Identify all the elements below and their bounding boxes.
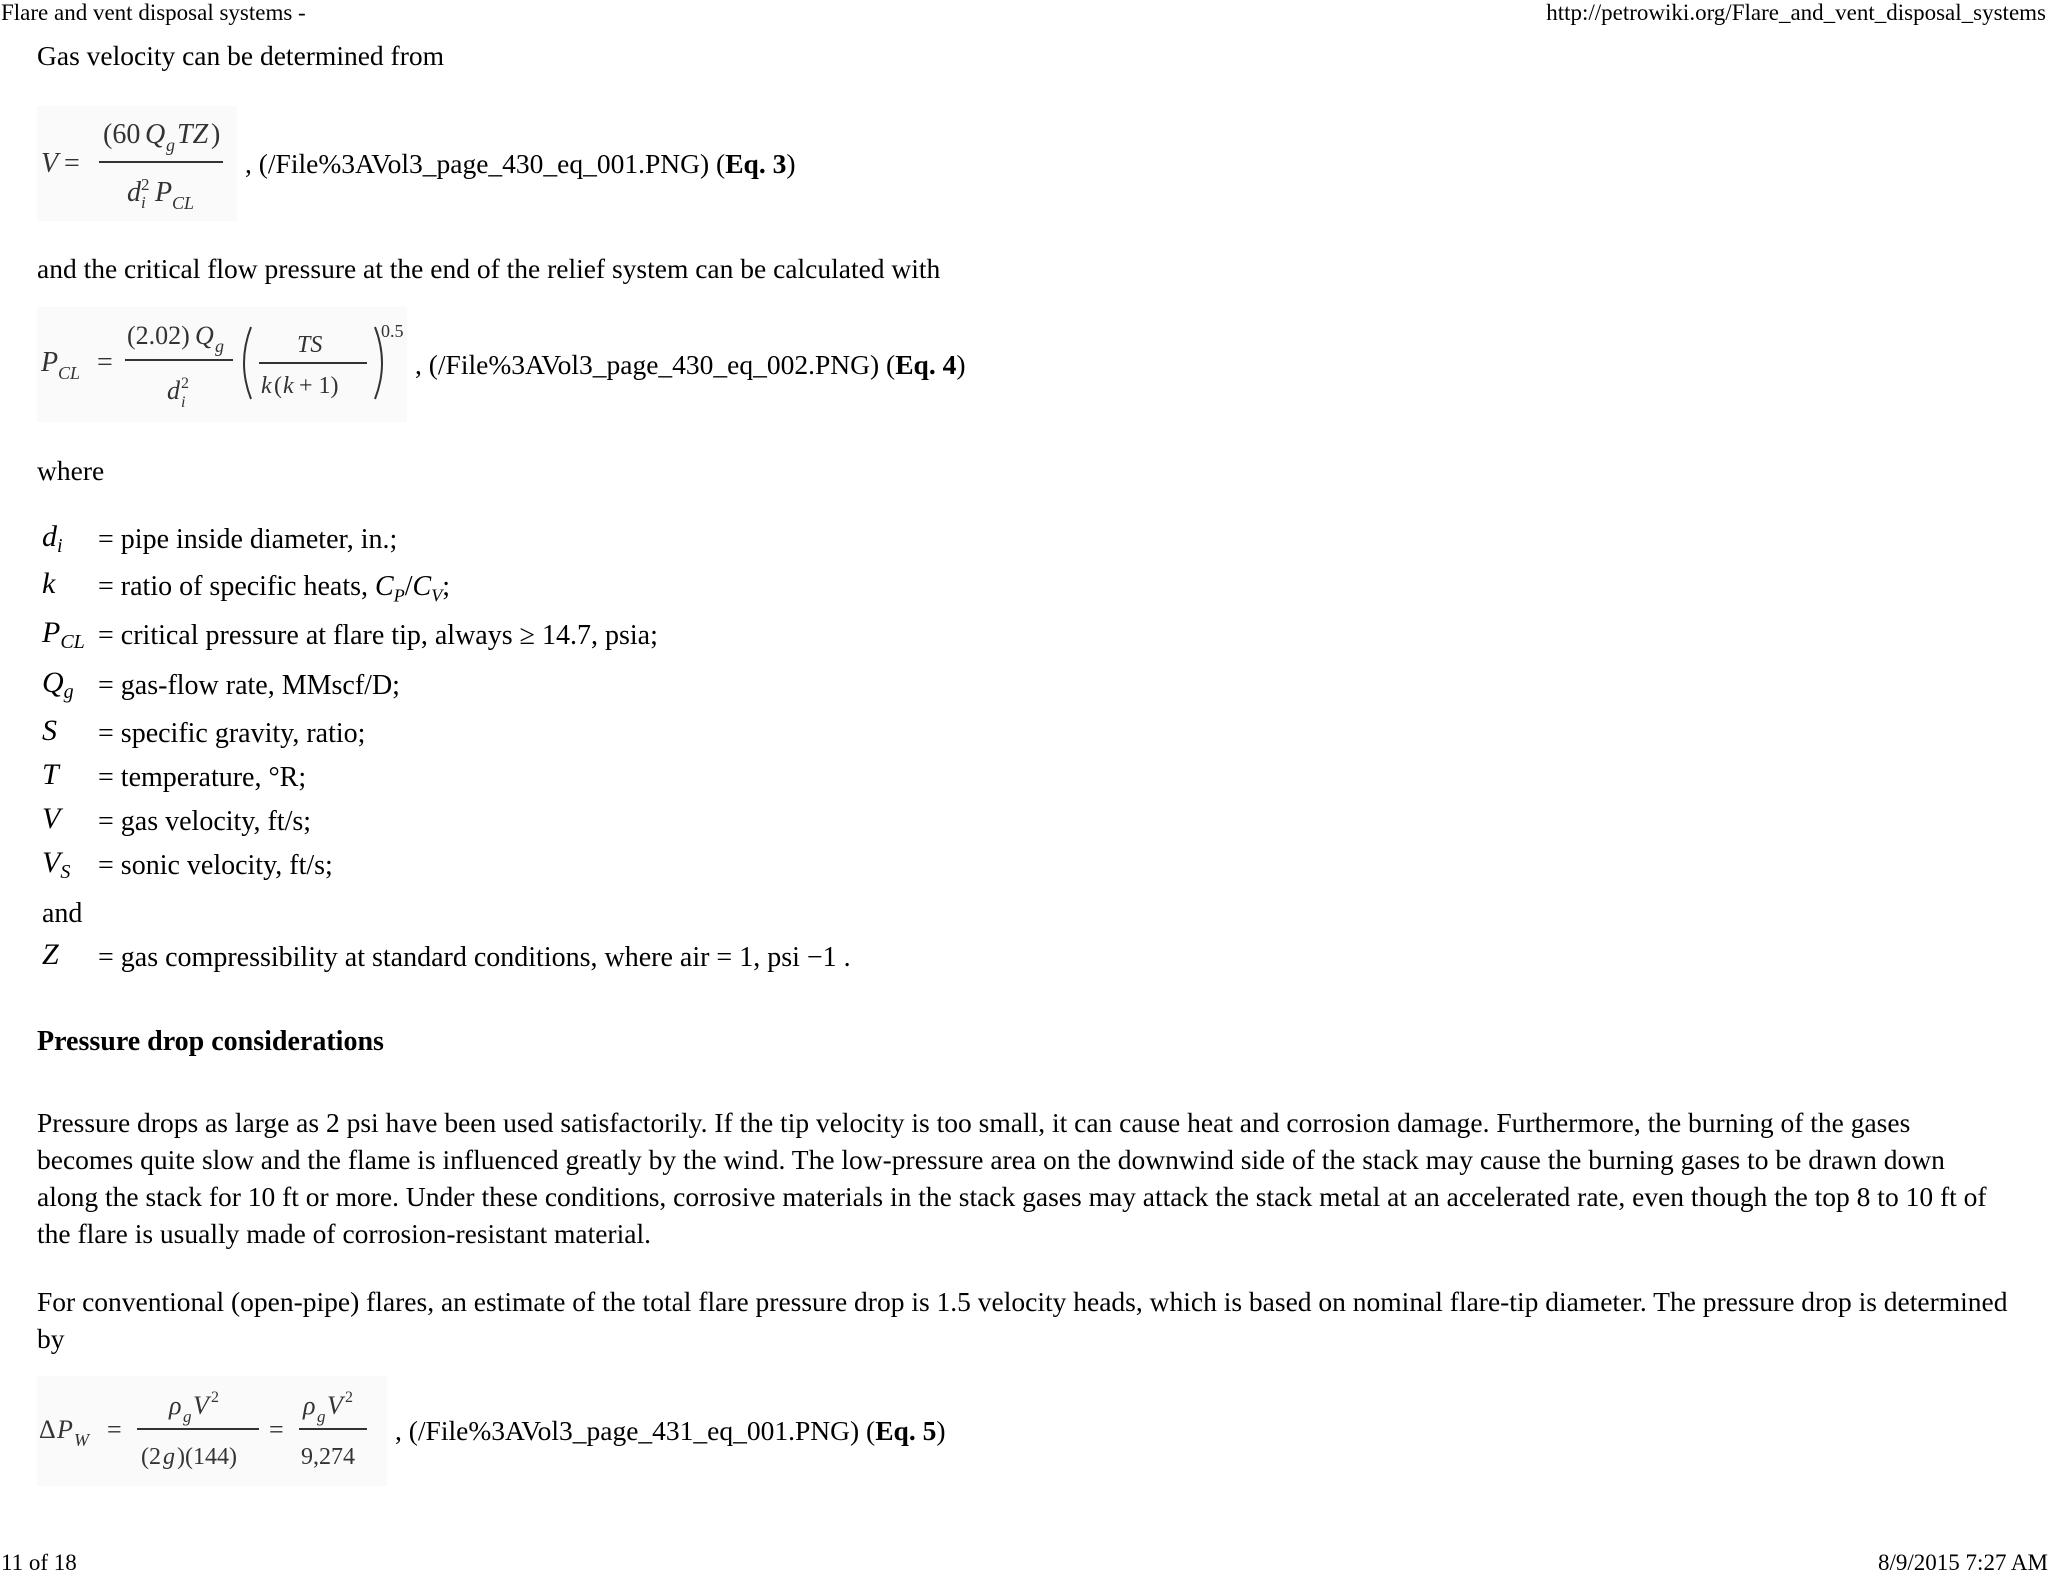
svg-text:CL: CL [58,363,81,383]
svg-text:(2.02): (2.02) [127,321,190,350]
svg-text:g: g [183,1407,192,1426]
svg-text:g: g [166,135,175,155]
svg-text:P: P [57,1415,73,1444]
print-timestamp: 8/9/2015 7:27 AM [1878,1550,2048,1575]
svg-text:+ 1): + 1) [299,373,339,399]
svg-text:g: g [163,1444,175,1470]
svg-text:0.5: 0.5 [381,321,404,341]
svg-text:=: = [97,347,113,378]
paragraph-conventional-flares: For conventional (open-pipe) flares, an estimate of the total flare pressure drop is 1.5 velocity heads, which is based on nominal flare-tip diameter. The pressure drop is determined by [37,1286,2008,1354]
svg-text:=: = [269,1415,284,1444]
svg-text:P: P [155,177,173,208]
definition-symbol: S [42,714,57,747]
definition-text: = sonic velocity, ft/s; [98,850,333,881]
page-header-url[interactable]: http://petrowiki.org/Flare_and_vent_disposal_systems [1546,0,2046,25]
critical-pressure-intro: and the critical flow pressure at the end of the relief system can be calculated with [37,253,941,284]
svg-text:2: 2 [141,175,150,194]
page-header-title: Flare and vent disposal systems - [1,0,306,25]
svg-text:i: i [141,193,146,212]
svg-text:ρ: ρ [169,1391,182,1420]
definition-symbol: T [42,758,59,791]
equation-4-label: Eq. 4 [895,348,957,380]
equation-5-label: Eq. 5 [875,1415,937,1446]
svg-text:g: g [215,336,224,356]
svg-text:(2: (2 [141,1444,161,1470]
equation-3-label: Eq. 3 [725,147,787,179]
svg-text:(60: (60 [103,119,141,150]
definition-text: = temperature, °R; [98,762,307,793]
svg-text:TZ: TZ [177,119,209,150]
definition-text: = gas velocity, ft/s; [98,806,312,837]
paragraph-pressure-drops: Pressure drops as large as 2 psi have been used satisfactorily. If the tip velocity is too small, it can cause heat and corrosion damage. Furthermore, the burning of the gases becomes quite slow and the flame is influenced greatly by the wind. The low-pressure area on the downwind side of the stack may cause the burning gases to be drawn down along the stack for 10 ft or more. Under these conditions, corrosive materials in the stack gases may attack the stack metal at an accelerated rate, even though the top 8 to 10 ft of the flare is usually made of corrosion-resistant material. [37,1107,1987,1249]
svg-text:d: d [167,376,180,405]
svg-text:i: i [181,394,186,411]
svg-text:V: V [193,1391,209,1420]
equation-3-image [37,106,237,221]
svg-text:(: ( [274,373,282,399]
svg-text:W: W [74,1430,89,1450]
svg-text:V: V [41,148,59,179]
svg-text:9,274: 9,274 [301,1444,355,1470]
section-heading: Pressure drop considerations [37,1026,384,1057]
definition-text: = gas-flow rate, MMscf/D; [98,670,400,701]
equation-5-file-link[interactable]: , (/File%3AVol3_page_431_eq_001.PNG) ( [395,1415,876,1446]
definition-symbol: V [42,802,61,835]
svg-text:=: = [107,1415,122,1444]
svg-text:P: P [41,347,59,378]
svg-text:g: g [317,1407,326,1426]
svg-text:ρ: ρ [303,1391,316,1420]
svg-text:k: k [283,373,294,399]
definition-symbol: $d_i$ [42,520,63,557]
equation-5: Δ P W = ρ g V 2 (2 g )(144) = ρ g V 2 9,274 , (/File%3AVol3_page_431_eq_001.PNG) (Eq. 5) [37,1376,946,1486]
svg-text:Δ: Δ [39,1415,56,1444]
equation-4-file-link[interactable]: , (/File%3AVol3_page_430_eq_002.PNG) ( [415,348,896,380]
equation-3: V = (60 Q g TZ ) d 2 i P CL , (/File%3AVol3_page_430_eq_001.PNG) (Eq. 3) [37,106,796,221]
svg-text:2: 2 [345,1389,353,1406]
equation-4: P CL = (2.02) Q g d 2 i TS k ( k + 1) 0.5 , (/File%3AVol3_page_430_eq_002.PNG) (Eq. 4) [37,307,966,422]
svg-text:2: 2 [181,375,189,392]
equation-3-file-link[interactable]: , (/File%3AVol3_page_430_eq_001.PNG) ( [245,147,726,179]
definition-symbol: $P_{CL}$ [42,616,85,653]
definition-text: = critical pressure at flare tip, always ≥ 14.7, psia; [98,620,658,651]
svg-text:)(144): )(144) [177,1444,237,1470]
equation-5-image [37,1376,387,1486]
svg-text:Q: Q [195,321,214,350]
svg-text:V: V [327,1391,343,1420]
definition-text: = specific gravity, ratio; [98,718,366,749]
svg-text:TS: TS [297,332,323,358]
intro-text: Gas velocity can be determined from [37,40,444,71]
definition-symbol: $Q_g$ [42,666,74,703]
svg-text:CL: CL [172,193,195,213]
definition-symbol: Z [42,938,59,971]
definition-text: = pipe inside diameter, in.; [98,524,398,555]
svg-text:k: k [261,373,272,399]
svg-text:2: 2 [211,1389,219,1406]
where-text: where [37,455,105,486]
definition-symbol: k [42,567,56,600]
equation-4-image [37,307,407,422]
svg-text:Q: Q [145,119,166,150]
svg-text:): ) [211,119,221,150]
definition-text: = gas compressibility at standard conditions, where air = 1, psi −1 . [98,942,851,973]
svg-text:=: = [64,148,80,179]
definition-text: = ratio of specific heats, $C_P/C_V$; [98,571,450,606]
page-number: 11 of 18 [1,1550,77,1575]
svg-text:d: d [127,177,141,208]
definition-symbol: $V_S$ [42,846,71,883]
